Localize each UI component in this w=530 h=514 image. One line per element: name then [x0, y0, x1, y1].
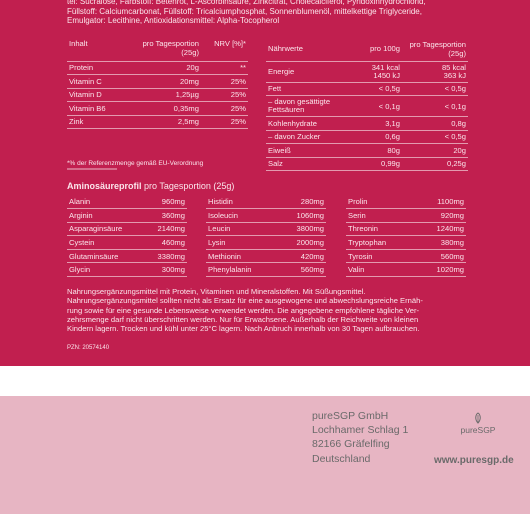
cell: < 0,5g [352, 82, 402, 96]
notes-line: Nahrungsergänzungsmittel mit Protein, Vitaminen und Mineralstoffen. Mit Süßungsmittel. [67, 287, 366, 296]
cell: Vitamin B6 [67, 102, 129, 116]
table-row [206, 222, 326, 236]
cell: 80g [352, 144, 402, 158]
table-row [346, 222, 466, 236]
cell: 300mg [144, 263, 187, 277]
table-row [67, 88, 248, 102]
cell: 20g [129, 61, 201, 75]
cell: 560mg [415, 249, 466, 263]
cell: 2000mg [278, 236, 326, 250]
notes-line: rung sowie für eine gesunde Lebensweise verwendet werden. Die angegebene empfohlene tägliche Ver- [67, 305, 420, 315]
pzn-number: PZN: 20574140 [67, 345, 110, 351]
table-row [206, 236, 326, 250]
cell: 920mg [415, 209, 466, 223]
notes-line: zehrsmenge darf nicht überschritten werden. Nur für Erwachsene. Außerhalb der Reichweite von kleinen [67, 314, 419, 324]
cell: 460mg [144, 236, 187, 250]
cell: 0,6g [352, 130, 402, 144]
table-row [206, 263, 326, 277]
header-portion: pro Tagesportion (25g) [402, 37, 468, 61]
table-row [266, 117, 468, 131]
table-row [67, 115, 248, 129]
cell-line: 1450 kJ [373, 70, 400, 80]
cell: Fett [266, 82, 352, 96]
cell: Cystein [67, 236, 144, 250]
ingredients-text [67, 0, 507, 26]
cell: Tryptophan [346, 236, 415, 250]
cell: 2140mg [144, 222, 187, 236]
logo-text: pureSGP [460, 425, 496, 435]
header-portion: pro Tagesportion (25g) [129, 37, 201, 61]
cell: 0,99g [352, 157, 402, 171]
table-row [67, 209, 187, 223]
cell: Lysin [206, 236, 278, 250]
cell: Serin [346, 209, 415, 223]
cell: 1240mg [415, 222, 466, 236]
cell: – davon gesättigte Fettsäuren [266, 96, 352, 117]
cell: 380mg [415, 236, 466, 250]
table-row [67, 249, 187, 263]
ingredients-line: Emulgator: Lecithine, Antioxidationsmittel: Alpha-Tocopherol [67, 16, 280, 25]
cell: 20g [402, 144, 468, 158]
table-row [266, 61, 468, 82]
cell: Histidin [206, 195, 278, 209]
address-line: Deutschland [312, 452, 371, 465]
cell: Vitamin C [67, 75, 129, 89]
table-row [266, 82, 468, 96]
table-row [346, 195, 466, 209]
table-row [67, 75, 248, 89]
notes-line: Kindern lagern. Trocken und kühl unter 25°C lagern. Nach Anbruch innerhalb von 30 Tagen aufbrauchen. [67, 324, 420, 334]
cell: Glycin [67, 263, 144, 277]
cell: 2,5mg [129, 115, 201, 129]
cell: 3,1g [352, 117, 402, 131]
cell: 360mg [144, 209, 187, 223]
table-row [266, 144, 468, 158]
cell-line: 85 kcal [441, 62, 466, 72]
address-line: Lochhamer Schlag 1 [312, 424, 409, 437]
address-line: 82166 Gräfelfing [312, 438, 390, 451]
cell: 25% [201, 102, 248, 116]
cell: 20mg [129, 75, 201, 89]
cell: Eiweiß [266, 144, 352, 158]
table-row [266, 96, 468, 117]
cell: Salz [266, 157, 352, 171]
cell: 1020mg [415, 263, 466, 277]
cell: Alanin [67, 195, 144, 209]
table-row [346, 209, 466, 223]
cell: 960mg [144, 195, 187, 209]
cell: < 0,5g [402, 130, 468, 144]
cell: Protein [67, 61, 129, 75]
header-naehrwerte: Nährwerte [266, 37, 352, 61]
table-row [67, 61, 248, 75]
cell: Asparaginsäure [67, 222, 144, 236]
table-row [346, 236, 466, 250]
company-address [312, 409, 408, 466]
cell: < 0,1g [352, 96, 402, 117]
cell: Leucin [206, 222, 278, 236]
cell: 25% [201, 88, 248, 102]
amino-title-bold: Aminosäureprofil [67, 181, 142, 191]
table-row [346, 263, 466, 277]
header-inhalt: Inhalt [67, 37, 129, 61]
cell: Zink [67, 115, 129, 129]
reference-note: *% der Referenzmenge gemäß EU-Verordnung [67, 160, 204, 167]
cell: 25% [201, 115, 248, 129]
ingredients-line: Füllstoff: Calciumcarbonat, Füllstoff: Tricalciumphosphat, Sonnenblumenöl, mittelkettige Triglyceride, [67, 6, 422, 16]
cell: 1100mg [415, 195, 466, 209]
usage-notes [67, 287, 467, 333]
cell-line: 363 kJ [443, 70, 466, 80]
cell: 25% [201, 75, 248, 89]
cell: 1,25µg [129, 88, 201, 102]
table-row [346, 249, 466, 263]
header-per100: pro 100g [352, 37, 402, 61]
cell: Vitamin D [67, 88, 129, 102]
table-header-row [266, 37, 468, 61]
amino-table-col2 [206, 195, 326, 277]
cell: Prolin [346, 195, 415, 209]
brand-logo [448, 412, 508, 435]
cell: 0,35mg [129, 102, 201, 116]
cell: 560mg [278, 263, 326, 277]
cell: Energie [266, 61, 352, 82]
cell-line: 341 kcal [371, 62, 400, 72]
table-row [206, 249, 326, 263]
cell: 0,25g [402, 157, 468, 171]
vitamin-table [67, 37, 248, 129]
cell: < 0,1g [402, 96, 468, 117]
nutrition-table [266, 37, 468, 171]
table-row [266, 130, 468, 144]
header-nrv: NRV [%]* [201, 37, 248, 61]
cell: Glutaminsäure [67, 249, 144, 263]
cell: < 0,5g [402, 82, 468, 96]
cell: Valin [346, 263, 415, 277]
cell: – davon Zucker [266, 130, 352, 144]
cell: Tyrosin [346, 249, 415, 263]
amino-title [67, 181, 234, 191]
cell: 420mg [278, 249, 326, 263]
website-link[interactable]: www.puresgp.de [434, 455, 514, 466]
cell: 3800mg [278, 222, 326, 236]
table-row [206, 195, 326, 209]
cell: Methionin [206, 249, 278, 263]
table-row [67, 195, 187, 209]
table-row [67, 102, 248, 116]
ingredients-line: tel: Sucralose, Farbstoff: Betenrot, L-Ascorbinsäure, Zinkcitrat, Cholecalciferol, Pyridoxinhydrochlorid, [67, 0, 426, 6]
cell: Arginin [67, 209, 144, 223]
amino-table-col3 [346, 195, 466, 277]
cell: 280mg [278, 195, 326, 209]
amino-table-col1 [67, 195, 187, 277]
cell: ** [201, 61, 248, 75]
table-row [67, 236, 187, 250]
notes-line: Nahrungsergänzungsmittel sollten nicht als Ersatz für eine ausgewogene und abwechslungsreiche Ernäh- [67, 296, 423, 306]
cell: Threonin [346, 222, 415, 236]
table-row [67, 263, 187, 277]
amino-title-rest: pro Tagesportion (25g) [141, 181, 235, 191]
table-row [206, 209, 326, 223]
table-row [266, 157, 468, 171]
cell: 1060mg [278, 209, 326, 223]
cell [352, 61, 402, 82]
fine-print-line [67, 168, 117, 170]
cell: Phenylalanin [206, 263, 278, 277]
cell [402, 61, 468, 82]
table-row [67, 222, 187, 236]
table-header-row [67, 37, 248, 61]
address-line: pureSGP GmbH [312, 410, 389, 422]
cell: Isoleucin [206, 209, 278, 223]
cell: 0,8g [402, 117, 468, 131]
leaf-logo-icon [473, 412, 483, 424]
cell: 3380mg [144, 249, 187, 263]
cell: Kohlenhydrate [266, 117, 352, 131]
